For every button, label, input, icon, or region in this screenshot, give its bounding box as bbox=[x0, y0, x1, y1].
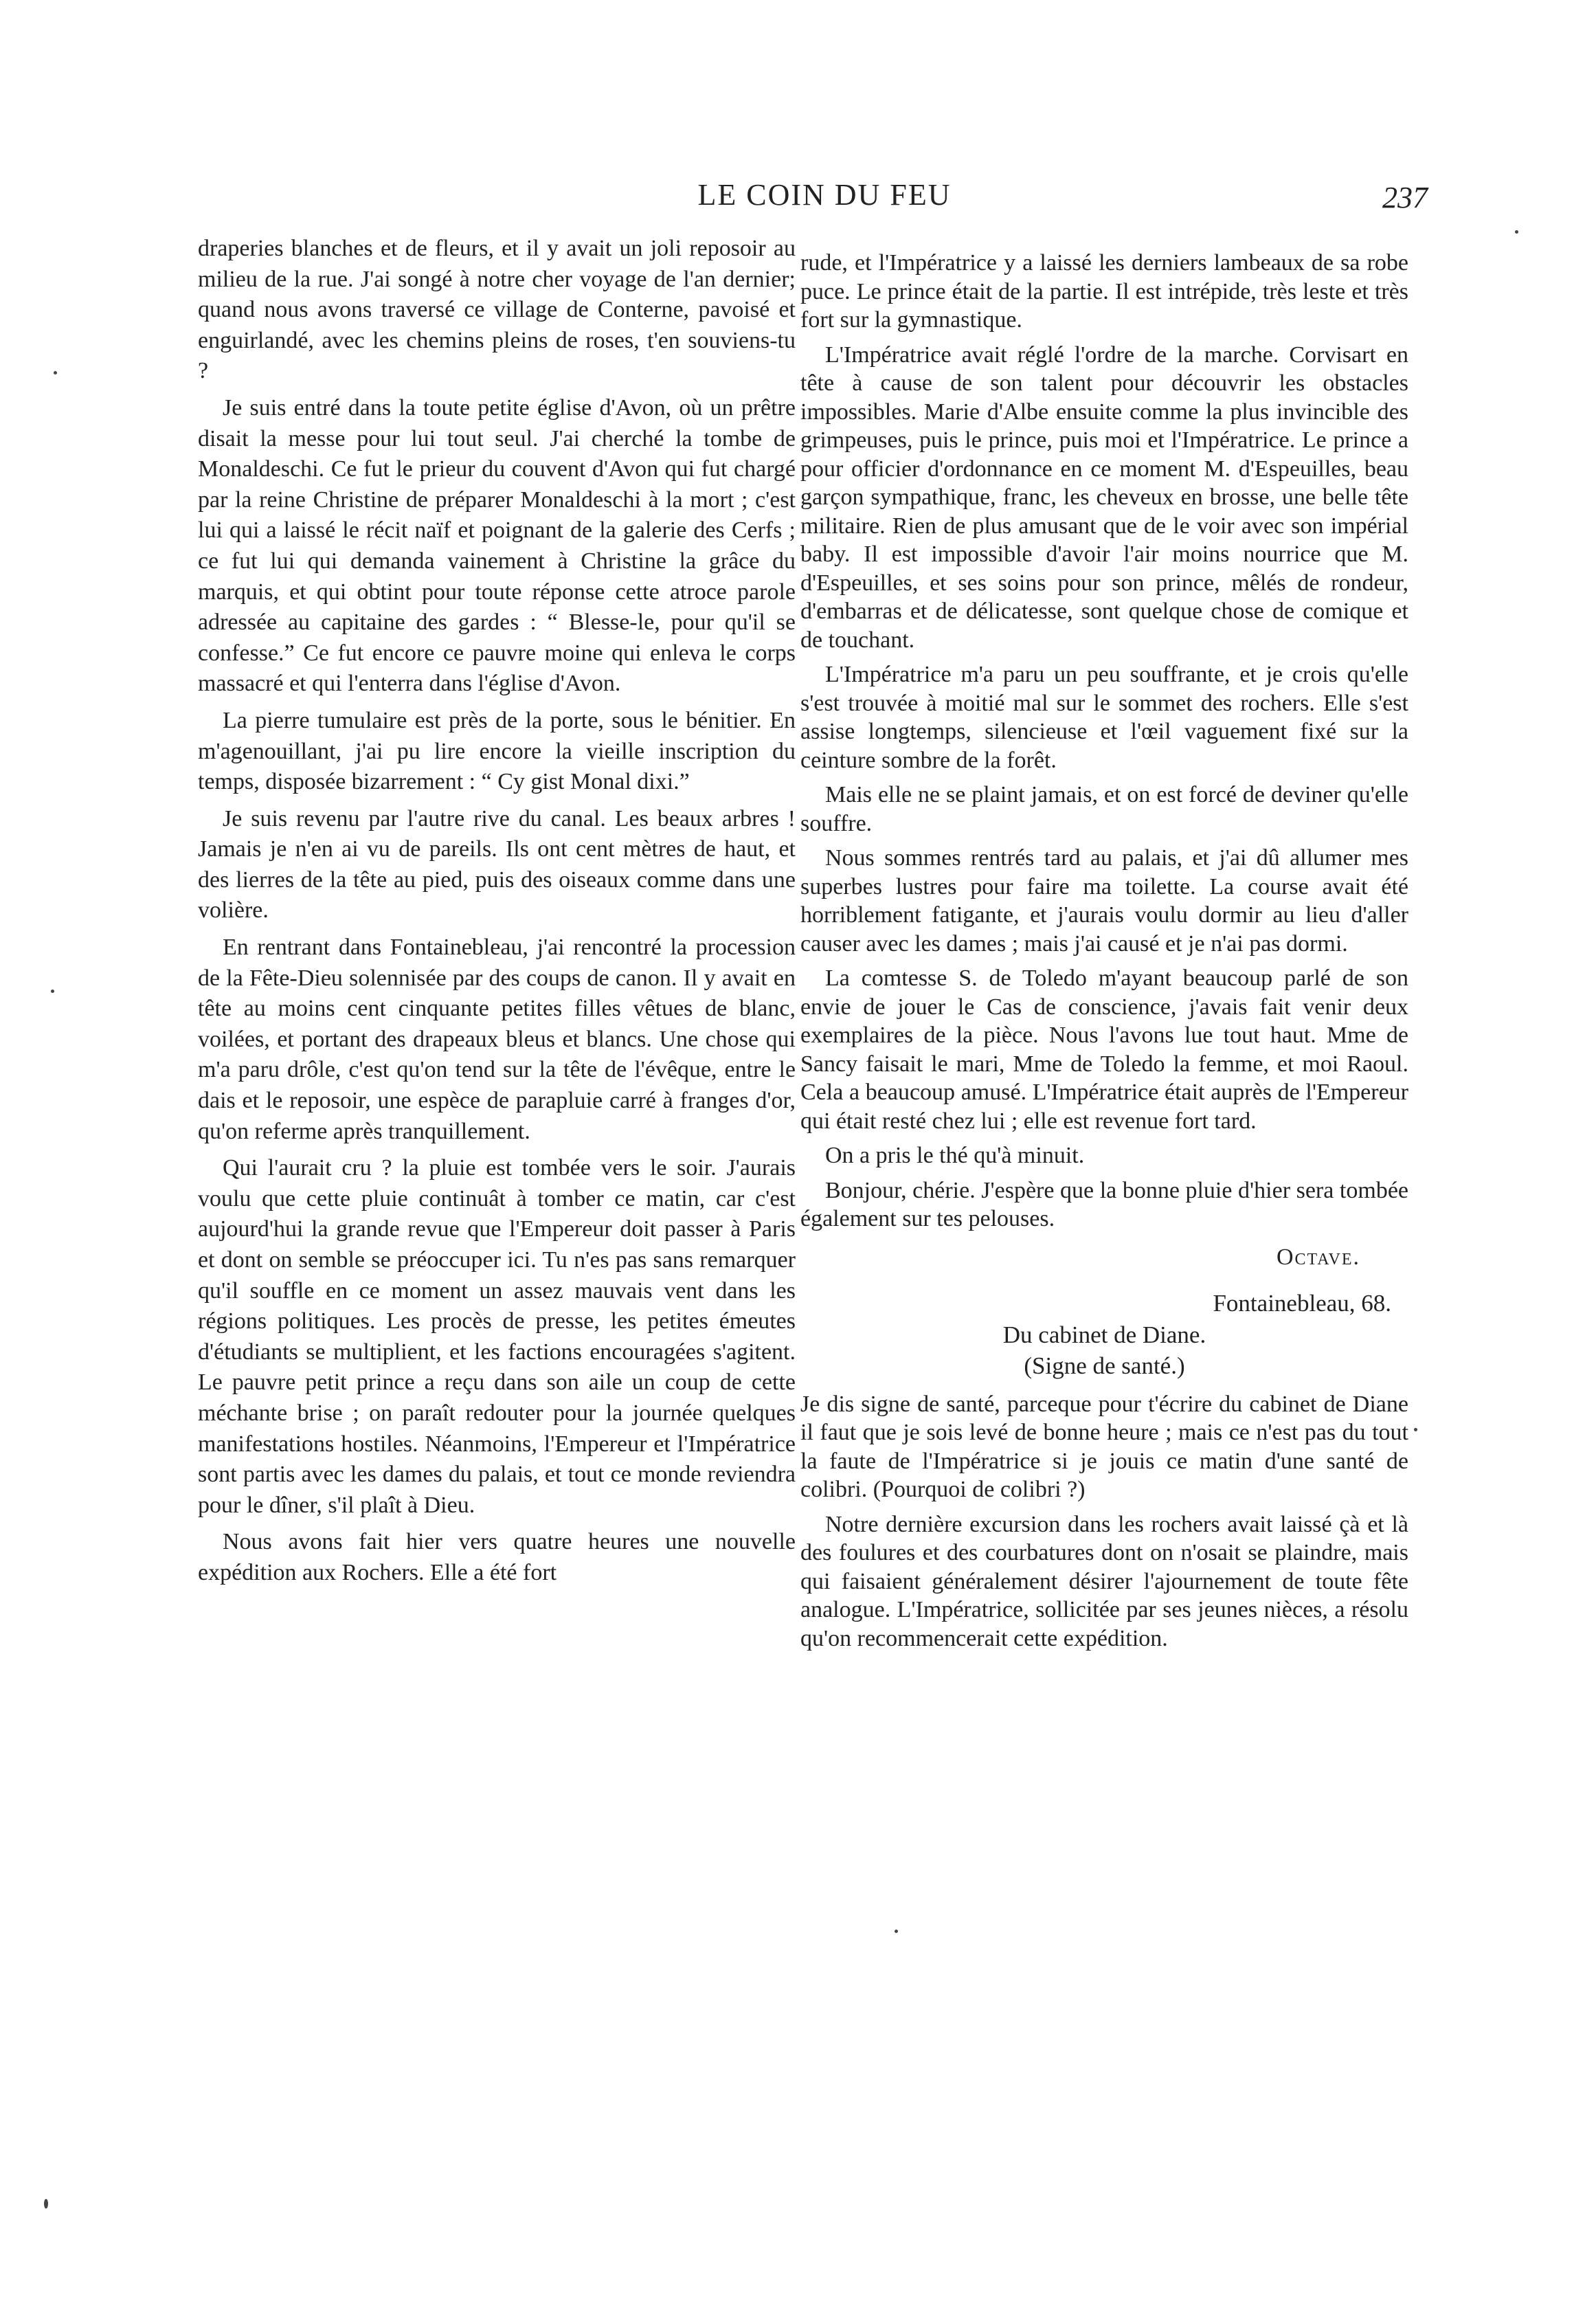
paragraph: On a pris le thé qu'à minuit. bbox=[825, 1143, 1085, 1168]
scan-speck bbox=[44, 2199, 48, 2209]
paragraph: rude, et l'Impératrice y a laissé les derniers lambeaux de sa robe puce. Le prince était de la partie. Il est intrépide, très leste et très fort sur la gymnastique. bbox=[800, 250, 1408, 333]
page-number: 237 bbox=[1382, 181, 1428, 214]
left-column bbox=[198, 234, 796, 1595]
letter-subheading: Du cabinet de Diane. bbox=[1002, 1321, 1206, 1348]
paragraph: Qui l'aurait cru ? la pluie est tombée vers le soir. J'aurais voulu que cette pluie continuât à tomber ce matin, car c'est aujourd'hui la grande revue que l'Empereur doit passer à Paris et dont on semble se préoccuper ici. Tu n'es pas sans remarquer qu'il souffle en ce moment un assez mauvais vent dans les régions politiques. Les procès de presse, les petites émeutes d'étudiants se multiplient, et les factions encouragées s'agitent. Le pauvre petit prince a reçu dans son aile un coup de cette méchante brise ; on paraît redouter pour la journée quelques manifestations hostiles. Néanmoins, l'Empereur et l'Impératrice sont partis avec les dames du palais, et tout ce monde reviendra pour le dîner, s'il plaît à Dieu. bbox=[198, 1155, 796, 1518]
paragraph: L'Impératrice m'a paru un peu souffrante, et je crois qu'elle s'est trouvée à moitié mal sur le sommet des rochers. Elle s'est assise longtemps, silencieuse et l'œil vaguement fixé sur la ceinture sombre de la forêt. bbox=[800, 662, 1408, 773]
scan-speck bbox=[51, 990, 54, 993]
paragraph: En rentrant dans Fontainebleau, j'ai rencontré la procession de la Fête-Dieu solennisée par des coups de canon. Il y avait en tête au moins cent cinquante petites filles vêtues de blanc, voilées, et portant des drapeaux bleus et blancs. Une chose qui m'a paru drôle, c'est qu'on tend sur la tête de l'évêque, entre le dais et le reposoir, une espèce de parapluie carré à franges d'or, qu'on referme après tranquillement. bbox=[198, 935, 796, 1144]
paragraph: L'Impératrice avait réglé l'ordre de la marche. Corvisart en tête à cause de son talent pour découvrir les obstacles impossibles. Marie d'Albe ensuite comme la plus invincible des grimpeuses, puis le prince, puis moi et l'Impératrice. Le prince a pour officier d'ordonnance en ce moment M. d'Espeuilles, beau garçon sympathique, franc, les cheveux en brosse, une belle tête militaire. Rien de plus amusant que de le voir avec son impérial baby. Il est impossible d'avoir l'air moins nourrice que M. d'Espeuilles, et ses soins pour son prince, mêlés de rondeur, d'embarras et de délicatesse, sont quelque chose de comique et de touchant. bbox=[800, 342, 1408, 653]
paragraph: Notre dernière excursion dans les rochers avait laissé çà et là des foulures et des courbatures dont on n'osait se plaindre, mais qui faisaient généralement désirer l'ajournement de toute fête analogue. L'Impératrice, sollicitée par ses jeunes nièces, a résolu qu'on recommencerait cette expédition. bbox=[800, 1511, 1408, 1651]
scan-speck bbox=[895, 1930, 898, 1933]
right-column bbox=[800, 249, 1408, 1659]
paragraph: Nous avons fait hier vers quatre heures une nouvelle expédition aux Rochers. Elle a été fort bbox=[198, 1529, 796, 1585]
paragraph: Nous sommes rentrés tard au palais, et j'ai dû allumer mes superbes lustres pour faire ma toilette. La course avait été horriblement fatigante, et j'aurais voulu dormir au lieu d'aller causer avec les dames ; mais j'ai causé et je n'ai pas dormi. bbox=[800, 845, 1408, 957]
paragraph: Je suis revenu par l'autre rive du canal. Les beaux arbres ! Jamais je n'en ai vu de pareils. Ils ont cent mètres de haut, et des lierres de la tête au pied, puis des oiseaux comme dans une volière. bbox=[198, 805, 796, 924]
paragraph: La pierre tumulaire est près de la porte, sous le bénitier. En m'agenouillant, j'ai pu lire encore la vieille inscription du temps, disposée bizarrement : “ Cy gist Monal dixi.” bbox=[198, 707, 796, 795]
letter-subheading: (Signe de santé.) bbox=[1024, 1352, 1185, 1379]
scan-speck bbox=[54, 371, 57, 375]
scan-speck bbox=[1414, 1428, 1417, 1431]
paragraph: Je suis entré dans la toute petite église d'Avon, où un prêtre disait la messe pour lui tout seul. J'ai cherché la tombe de Monaldeschi. Ce fut le prieur du couvent d'Avon qui fut chargé par la reine Christine de préparer Monaldeschi à la mort ; c'est lui qui a laissé le récit naïf et poignant de la galerie des Cerfs ; ce fut lui qui demanda vainement à Christine la grâce du marquis, et qui obtint pour toute réponse cette atroce parole adressée au capitaine des gardes : “ Blesse-le, pour qu'il se confesse.” Ce fut encore ce pauvre moine qui enleva le corps massacré et qui l'enterra dans l'église d'Avon. bbox=[198, 394, 796, 697]
paragraph: Bonjour, chérie. J'espère que la bonne pluie d'hier sera tombée également sur tes pelouses. bbox=[800, 1177, 1408, 1231]
letter-place-date: Fontainebleau, 68. bbox=[1213, 1290, 1391, 1317]
paragraph: draperies blanches et de fleurs, et il y avait un joli reposoir au milieu de la rue. J'ai songé à notre cher voyage de l'an dernier; quand nous avons traversé ce village de Conterne, pavoisé et enguirlandé, avec les chemins pleins de roses, t'en souviens-tu ? bbox=[198, 236, 796, 384]
scan-speck bbox=[1515, 230, 1518, 234]
running-header-title: LE COIN DU FEU bbox=[697, 178, 952, 212]
paragraph: La comtesse S. de Toledo m'ayant beaucoup parlé de son envie de jouer le Cas de conscience, j'avais fait venir deux exemplaires de la pièce. Nous l'avons lue tout haut. Mme de Sancy faisait le mari, Mme de Toledo la femme, et moi Raoul. Cela a beaucoup amusé. L'Impératrice était auprès de l'Empereur qui était resté chez lui ; elle est revenue fort tard. bbox=[800, 965, 1408, 1134]
letter-signature: Octave. bbox=[1276, 1244, 1360, 1270]
paragraph: Je dis signe de santé, parceque pour t'écrire du cabinet de Diane il faut que je sois levé de bonne heure ; mais ce n'est pas du tout la faute de l'Impératrice si je jouis ce matin d'une santé de colibri. (Pourquoi de colibri ?) bbox=[800, 1391, 1408, 1502]
paragraph: Mais elle ne se plaint jamais, et on est forcé de deviner qu'elle souffre. bbox=[800, 782, 1408, 836]
